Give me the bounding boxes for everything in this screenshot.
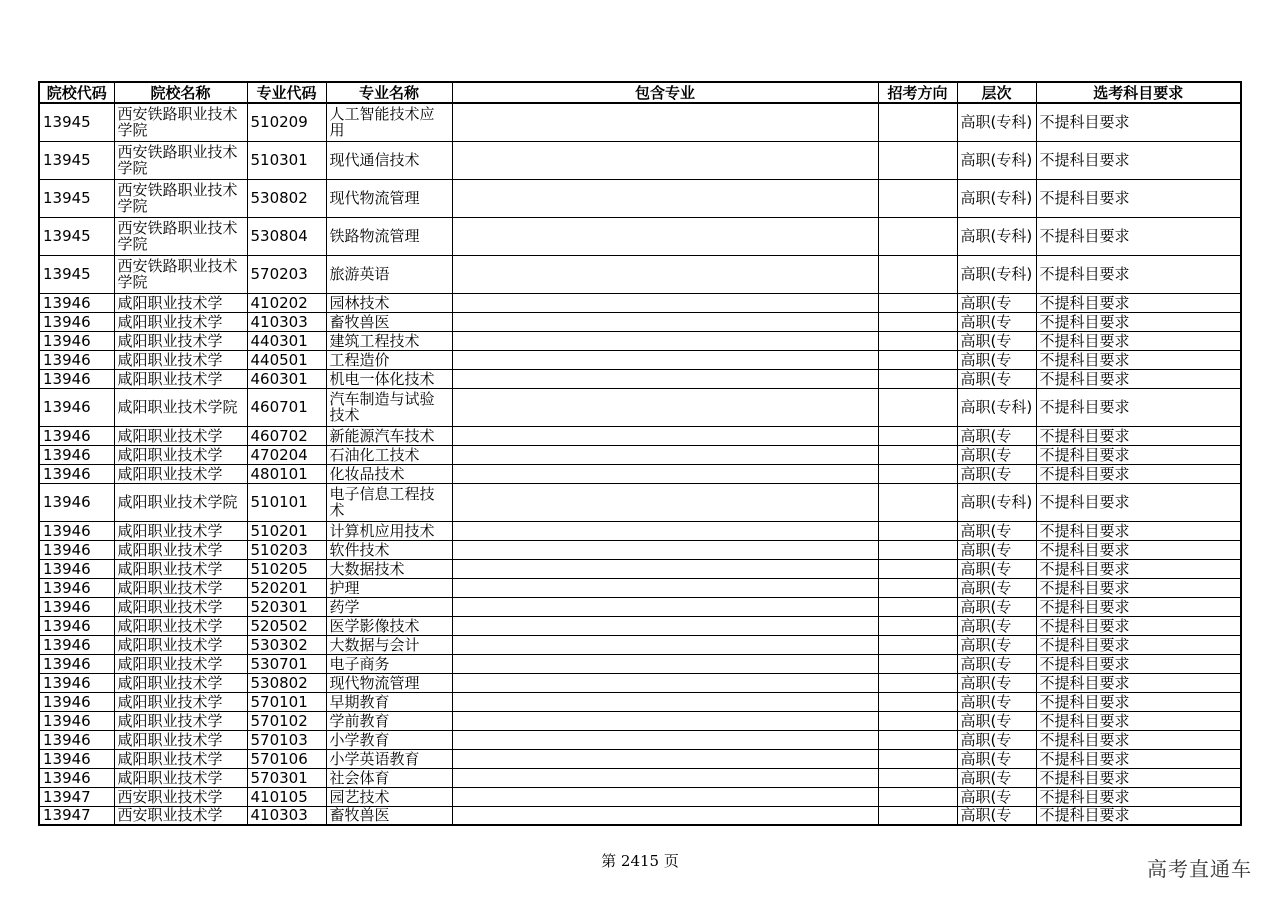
cell-subject-requirement: 不提科目要求 <box>1036 768 1241 787</box>
cell-school-code: 13946 <box>39 521 114 540</box>
table-row <box>39 654 1241 673</box>
cell-direction <box>878 768 957 787</box>
cell-school-code: 13946 <box>39 293 114 312</box>
col-header-included-majors: 包含专业 <box>452 82 878 103</box>
cell-direction <box>878 578 957 597</box>
cell-included-majors <box>452 711 878 730</box>
cell-level: 高职(专科) <box>957 483 1036 521</box>
cell-subject-requirement: 不提科目要求 <box>1036 578 1241 597</box>
cell-included-majors <box>452 445 878 464</box>
cell-school-code: 13946 <box>39 464 114 483</box>
cell-school-code: 13946 <box>39 616 114 635</box>
table-row <box>39 464 1241 483</box>
cell-major-name: 小学教育 <box>326 730 452 749</box>
cell-included-majors <box>452 673 878 692</box>
cell-level: 高职(专 <box>957 426 1036 445</box>
cell-school-name: 咸阳职业技术学 <box>114 749 247 768</box>
cell-school-code: 13946 <box>39 369 114 388</box>
cell-direction <box>878 255 957 293</box>
cell-major-code: 570101 <box>247 692 326 711</box>
cell-major-code: 570106 <box>247 749 326 768</box>
cell-school-code: 13946 <box>39 768 114 787</box>
cell-level: 高职(专 <box>957 445 1036 464</box>
table-row <box>39 388 1241 426</box>
table-row <box>39 787 1241 806</box>
cell-major-code: 410303 <box>247 312 326 331</box>
cell-major-code: 460301 <box>247 369 326 388</box>
cell-level: 高职(专科) <box>957 255 1036 293</box>
cell-school-code: 13946 <box>39 692 114 711</box>
cell-major-name: 电子商务 <box>326 654 452 673</box>
cell-subject-requirement: 不提科目要求 <box>1036 350 1241 369</box>
cell-school-name: 咸阳职业技术学 <box>114 369 247 388</box>
cell-major-name: 学前教育 <box>326 711 452 730</box>
cell-level: 高职(专科) <box>957 103 1036 141</box>
cell-school-name: 咸阳职业技术学 <box>114 559 247 578</box>
cell-included-majors <box>452 369 878 388</box>
cell-direction <box>878 217 957 255</box>
cell-major-code: 510101 <box>247 483 326 521</box>
cell-included-majors <box>452 103 878 141</box>
col-header-direction: 招考方向 <box>878 82 957 103</box>
table-row <box>39 559 1241 578</box>
cell-subject-requirement: 不提科目要求 <box>1036 445 1241 464</box>
cell-school-code: 13946 <box>39 673 114 692</box>
cell-school-code: 13945 <box>39 217 114 255</box>
cell-school-name: 咸阳职业技术学 <box>114 673 247 692</box>
cell-school-code: 13946 <box>39 559 114 578</box>
page-number: 第 2415 页 <box>601 852 679 870</box>
col-header-subject-requirement: 选考科目要求 <box>1036 82 1241 103</box>
cell-major-name: 旅游英语 <box>326 255 452 293</box>
cell-major-code: 410202 <box>247 293 326 312</box>
cell-major-name: 护理 <box>326 578 452 597</box>
cell-school-code: 13945 <box>39 179 114 217</box>
cell-subject-requirement: 不提科目要求 <box>1036 654 1241 673</box>
table-row <box>39 692 1241 711</box>
cell-included-majors <box>452 616 878 635</box>
cell-school-name: 咸阳职业技术学 <box>114 331 247 350</box>
table-row <box>39 521 1241 540</box>
cell-major-code: 460701 <box>247 388 326 426</box>
cell-subject-requirement: 不提科目要求 <box>1036 331 1241 350</box>
cell-direction <box>878 350 957 369</box>
cell-major-name: 现代物流管理 <box>326 673 452 692</box>
cell-subject-requirement: 不提科目要求 <box>1036 255 1241 293</box>
cell-major-code: 480101 <box>247 464 326 483</box>
cell-included-majors <box>452 312 878 331</box>
cell-direction <box>878 616 957 635</box>
cell-major-name: 电子信息工程技术 <box>326 483 452 521</box>
table-row <box>39 597 1241 616</box>
cell-major-name: 畜牧兽医 <box>326 312 452 331</box>
cell-direction <box>878 141 957 179</box>
cell-subject-requirement: 不提科目要求 <box>1036 388 1241 426</box>
cell-school-name: 咸阳职业技术学 <box>114 616 247 635</box>
cell-major-name: 社会体育 <box>326 768 452 787</box>
cell-subject-requirement: 不提科目要求 <box>1036 597 1241 616</box>
cell-school-name: 西安职业技术学 <box>114 787 247 806</box>
cell-school-code: 13947 <box>39 806 114 825</box>
cell-subject-requirement: 不提科目要求 <box>1036 293 1241 312</box>
cell-subject-requirement: 不提科目要求 <box>1036 616 1241 635</box>
cell-school-code: 13945 <box>39 141 114 179</box>
watermark-logo-text: 高考直通车 <box>1147 857 1252 881</box>
cell-school-name: 咸阳职业技术学 <box>114 768 247 787</box>
cell-school-name: 咸阳职业技术学 <box>114 578 247 597</box>
cell-school-name: 咸阳职业技术学 <box>114 464 247 483</box>
table-row <box>39 540 1241 559</box>
cell-major-code: 570103 <box>247 730 326 749</box>
cell-level: 高职(专 <box>957 597 1036 616</box>
cell-direction <box>878 711 957 730</box>
cell-direction <box>878 179 957 217</box>
cell-major-code: 530802 <box>247 673 326 692</box>
cell-subject-requirement: 不提科目要求 <box>1036 369 1241 388</box>
cell-included-majors <box>452 350 878 369</box>
table-row <box>39 806 1241 825</box>
cell-included-majors <box>452 331 878 350</box>
cell-major-name: 药学 <box>326 597 452 616</box>
cell-subject-requirement: 不提科目要求 <box>1036 521 1241 540</box>
cell-school-code: 13946 <box>39 388 114 426</box>
cell-school-code: 13946 <box>39 350 114 369</box>
cell-direction <box>878 445 957 464</box>
cell-direction <box>878 464 957 483</box>
cell-level: 高职(专科) <box>957 141 1036 179</box>
table-row <box>39 768 1241 787</box>
cell-subject-requirement: 不提科目要求 <box>1036 749 1241 768</box>
cell-level: 高职(专 <box>957 540 1036 559</box>
cell-major-code: 520502 <box>247 616 326 635</box>
cell-level: 高职(专 <box>957 369 1036 388</box>
cell-major-code: 570203 <box>247 255 326 293</box>
cell-major-code: 440301 <box>247 331 326 350</box>
cell-level: 高职(专科) <box>957 388 1036 426</box>
cell-subject-requirement: 不提科目要求 <box>1036 426 1241 445</box>
cell-school-code: 13946 <box>39 445 114 464</box>
cell-subject-requirement: 不提科目要求 <box>1036 217 1241 255</box>
table-row <box>39 635 1241 654</box>
table-row <box>39 179 1241 217</box>
table-row <box>39 103 1241 141</box>
cell-included-majors <box>452 768 878 787</box>
cell-school-name: 咸阳职业技术学 <box>114 597 247 616</box>
cell-school-name: 咸阳职业技术学院 <box>114 388 247 426</box>
cell-included-majors <box>452 635 878 654</box>
cell-school-name: 西安铁路职业技术学院 <box>114 141 247 179</box>
cell-major-name: 新能源汽车技术 <box>326 426 452 445</box>
cell-direction <box>878 312 957 331</box>
col-header-major-code: 专业代码 <box>247 82 326 103</box>
col-header-school-code: 院校代码 <box>39 82 114 103</box>
cell-major-code: 530302 <box>247 635 326 654</box>
cell-direction <box>878 559 957 578</box>
cell-major-code: 510205 <box>247 559 326 578</box>
cell-level: 高职(专 <box>957 692 1036 711</box>
cell-level: 高职(专 <box>957 654 1036 673</box>
table-row <box>39 483 1241 521</box>
cell-school-name: 咸阳职业技术学 <box>114 312 247 331</box>
cell-included-majors <box>452 217 878 255</box>
cell-school-code: 13946 <box>39 597 114 616</box>
cell-school-name: 咸阳职业技术学 <box>114 635 247 654</box>
cell-school-name: 咸阳职业技术学院 <box>114 483 247 521</box>
cell-school-name: 咸阳职业技术学 <box>114 730 247 749</box>
cell-major-code: 410105 <box>247 787 326 806</box>
table-row <box>39 312 1241 331</box>
cell-included-majors <box>452 654 878 673</box>
table-row <box>39 426 1241 445</box>
cell-major-name: 铁路物流管理 <box>326 217 452 255</box>
cell-school-code: 13946 <box>39 426 114 445</box>
cell-included-majors <box>452 749 878 768</box>
cell-level: 高职(专 <box>957 768 1036 787</box>
cell-subject-requirement: 不提科目要求 <box>1036 711 1241 730</box>
cell-level: 高职(专 <box>957 293 1036 312</box>
cell-school-code: 13946 <box>39 749 114 768</box>
cell-school-name: 咸阳职业技术学 <box>114 521 247 540</box>
cell-direction <box>878 293 957 312</box>
cell-major-name: 畜牧兽医 <box>326 806 452 825</box>
cell-included-majors <box>452 255 878 293</box>
cell-level: 高职(专科) <box>957 179 1036 217</box>
cell-school-code: 13946 <box>39 312 114 331</box>
col-header-level: 层次 <box>957 82 1036 103</box>
cell-subject-requirement: 不提科目要求 <box>1036 312 1241 331</box>
cell-direction <box>878 635 957 654</box>
cell-major-code: 510203 <box>247 540 326 559</box>
table-row <box>39 141 1241 179</box>
cell-major-name: 现代物流管理 <box>326 179 452 217</box>
cell-subject-requirement: 不提科目要求 <box>1036 787 1241 806</box>
cell-major-name: 汽车制造与试验技术 <box>326 388 452 426</box>
cell-subject-requirement: 不提科目要求 <box>1036 464 1241 483</box>
cell-major-name: 石油化工技术 <box>326 445 452 464</box>
cell-school-code: 13946 <box>39 711 114 730</box>
cell-included-majors <box>452 293 878 312</box>
cell-major-name: 医学影像技术 <box>326 616 452 635</box>
table-row <box>39 293 1241 312</box>
cell-school-code: 13945 <box>39 103 114 141</box>
table-row <box>39 616 1241 635</box>
col-header-major-name: 专业名称 <box>326 82 452 103</box>
cell-included-majors <box>452 426 878 445</box>
table-row <box>39 331 1241 350</box>
cell-direction <box>878 426 957 445</box>
cell-included-majors <box>452 483 878 521</box>
cell-major-code: 510201 <box>247 521 326 540</box>
cell-school-code: 13946 <box>39 483 114 521</box>
cell-subject-requirement: 不提科目要求 <box>1036 559 1241 578</box>
cell-subject-requirement: 不提科目要求 <box>1036 179 1241 217</box>
cell-school-name: 咸阳职业技术学 <box>114 711 247 730</box>
cell-direction <box>878 521 957 540</box>
cell-level: 高职(专 <box>957 616 1036 635</box>
cell-school-code: 13946 <box>39 540 114 559</box>
cell-included-majors <box>452 388 878 426</box>
cell-level: 高职(专 <box>957 559 1036 578</box>
cell-major-code: 570102 <box>247 711 326 730</box>
cell-school-code: 13947 <box>39 787 114 806</box>
cell-school-name: 咸阳职业技术学 <box>114 426 247 445</box>
cell-major-name: 工程造价 <box>326 350 452 369</box>
cell-major-code: 510209 <box>247 103 326 141</box>
cell-direction <box>878 540 957 559</box>
cell-school-name: 西安铁路职业技术学院 <box>114 179 247 217</box>
cell-major-name: 计算机应用技术 <box>326 521 452 540</box>
cell-subject-requirement: 不提科目要求 <box>1036 635 1241 654</box>
cell-included-majors <box>452 597 878 616</box>
cell-school-code: 13946 <box>39 654 114 673</box>
cell-level: 高职(专 <box>957 521 1036 540</box>
cell-direction <box>878 483 957 521</box>
cell-major-name: 软件技术 <box>326 540 452 559</box>
table-row <box>39 445 1241 464</box>
cell-major-code: 530802 <box>247 179 326 217</box>
cell-major-code: 510301 <box>247 141 326 179</box>
cell-direction <box>878 369 957 388</box>
cell-school-name: 咸阳职业技术学 <box>114 692 247 711</box>
cell-level: 高职(专 <box>957 464 1036 483</box>
cell-school-name: 西安职业技术学 <box>114 806 247 825</box>
table-row <box>39 730 1241 749</box>
cell-school-name: 西安铁路职业技术学院 <box>114 103 247 141</box>
header-row <box>39 82 1241 103</box>
cell-direction <box>878 749 957 768</box>
cell-level: 高职(专 <box>957 331 1036 350</box>
cell-subject-requirement: 不提科目要求 <box>1036 673 1241 692</box>
cell-school-name: 咸阳职业技术学 <box>114 654 247 673</box>
table-row <box>39 350 1241 369</box>
cell-included-majors <box>452 179 878 217</box>
cell-major-name: 大数据与会计 <box>326 635 452 654</box>
cell-major-name: 现代通信技术 <box>326 141 452 179</box>
cell-major-code: 520301 <box>247 597 326 616</box>
cell-included-majors <box>452 692 878 711</box>
table-row <box>39 673 1241 692</box>
cell-school-name: 西安铁路职业技术学院 <box>114 255 247 293</box>
cell-subject-requirement: 不提科目要求 <box>1036 540 1241 559</box>
cell-level: 高职(专 <box>957 806 1036 825</box>
cell-major-code: 440501 <box>247 350 326 369</box>
cell-school-code: 13946 <box>39 730 114 749</box>
cell-direction <box>878 597 957 616</box>
table-row <box>39 217 1241 255</box>
cell-major-code: 570301 <box>247 768 326 787</box>
cell-subject-requirement: 不提科目要求 <box>1036 103 1241 141</box>
cell-major-name: 机电一体化技术 <box>326 369 452 388</box>
cell-direction <box>878 103 957 141</box>
cell-included-majors <box>452 578 878 597</box>
cell-school-name: 西安铁路职业技术学院 <box>114 217 247 255</box>
cell-level: 高职(专 <box>957 312 1036 331</box>
cell-direction <box>878 673 957 692</box>
cell-included-majors <box>452 730 878 749</box>
cell-level: 高职(专 <box>957 711 1036 730</box>
cell-included-majors <box>452 559 878 578</box>
cell-school-name: 咸阳职业技术学 <box>114 350 247 369</box>
cell-school-name: 咸阳职业技术学 <box>114 445 247 464</box>
cell-level: 高职(专科) <box>957 217 1036 255</box>
cell-level: 高职(专 <box>957 787 1036 806</box>
cell-direction <box>878 692 957 711</box>
cell-direction <box>878 331 957 350</box>
cell-major-name: 园林技术 <box>326 293 452 312</box>
cell-major-name: 园艺技术 <box>326 787 452 806</box>
cell-subject-requirement: 不提科目要求 <box>1036 692 1241 711</box>
cell-level: 高职(专 <box>957 578 1036 597</box>
cell-major-name: 小学英语教育 <box>326 749 452 768</box>
admissions-table <box>38 81 1242 826</box>
cell-major-name: 早期教育 <box>326 692 452 711</box>
cell-included-majors <box>452 521 878 540</box>
cell-direction <box>878 388 957 426</box>
cell-direction <box>878 806 957 825</box>
table-body <box>39 103 1241 825</box>
cell-school-code: 13946 <box>39 331 114 350</box>
cell-subject-requirement: 不提科目要求 <box>1036 141 1241 179</box>
cell-major-name: 人工智能技术应用 <box>326 103 452 141</box>
cell-level: 高职(专 <box>957 635 1036 654</box>
cell-school-code: 13946 <box>39 578 114 597</box>
table-row <box>39 255 1241 293</box>
cell-direction <box>878 787 957 806</box>
cell-major-name: 建筑工程技术 <box>326 331 452 350</box>
table-row <box>39 749 1241 768</box>
cell-direction <box>878 730 957 749</box>
cell-included-majors <box>452 540 878 559</box>
cell-major-code: 460702 <box>247 426 326 445</box>
cell-subject-requirement: 不提科目要求 <box>1036 730 1241 749</box>
cell-major-code: 530804 <box>247 217 326 255</box>
cell-school-code: 13946 <box>39 635 114 654</box>
cell-school-code: 13945 <box>39 255 114 293</box>
cell-subject-requirement: 不提科目要求 <box>1036 483 1241 521</box>
cell-level: 高职(专 <box>957 730 1036 749</box>
cell-direction <box>878 654 957 673</box>
cell-included-majors <box>452 806 878 825</box>
cell-level: 高职(专 <box>957 350 1036 369</box>
cell-school-name: 咸阳职业技术学 <box>114 293 247 312</box>
cell-level: 高职(专 <box>957 673 1036 692</box>
cell-level: 高职(专 <box>957 749 1036 768</box>
cell-included-majors <box>452 787 878 806</box>
cell-subject-requirement: 不提科目要求 <box>1036 806 1241 825</box>
cell-major-code: 410303 <box>247 806 326 825</box>
col-header-school-name: 院校名称 <box>114 82 247 103</box>
cell-major-name: 大数据技术 <box>326 559 452 578</box>
table-row <box>39 578 1241 597</box>
cell-school-name: 咸阳职业技术学 <box>114 540 247 559</box>
cell-major-name: 化妆品技术 <box>326 464 452 483</box>
table-row <box>39 369 1241 388</box>
cell-included-majors <box>452 464 878 483</box>
cell-major-code: 470204 <box>247 445 326 464</box>
table-row <box>39 711 1241 730</box>
cell-included-majors <box>452 141 878 179</box>
cell-major-code: 520201 <box>247 578 326 597</box>
cell-major-code: 530701 <box>247 654 326 673</box>
